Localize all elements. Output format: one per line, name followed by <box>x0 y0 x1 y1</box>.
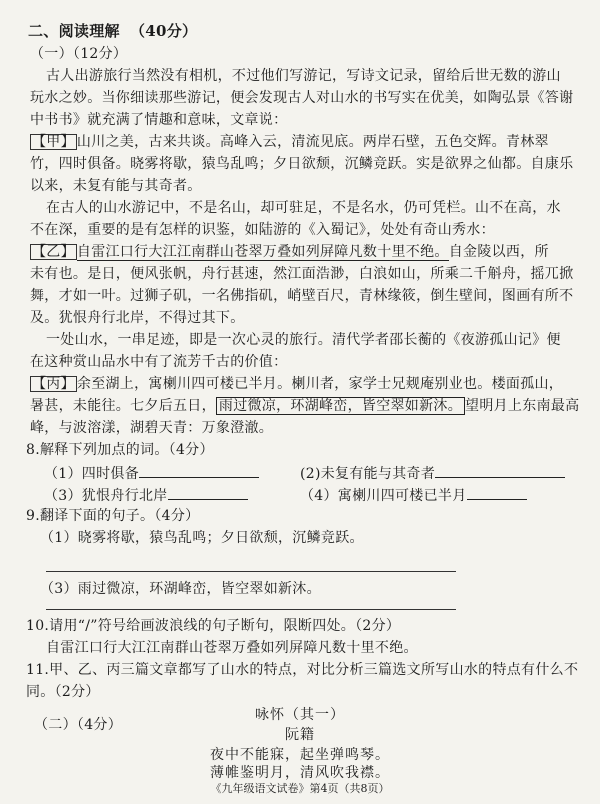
passage-jia-line-2: 竹，四时俱备。晓雾将歇，猿鸟乱鸣；夕日欲颓，沉鳞竞跃。实是欲界之仙都。自康乐 <box>30 156 574 172</box>
passage-bing-tag: 【丙】 <box>32 376 75 392</box>
section-score: （40分） <box>129 22 198 40</box>
q10-title: 10.请用“/”符号给画波浪线的句子断句，限断四处。（2分） <box>26 618 401 634</box>
q8-answer-1[interactable] <box>139 463 259 478</box>
q8-title: 8.解释下列加点的词。（4分） <box>26 442 214 458</box>
passage-yi-line-1: 【乙】 自雷江口行大江江南群山苍翠万叠如列屏障凡数十里不绝。自金陵以西，所 <box>32 244 549 260</box>
intro-line-3: 中书书》就充满了情趣和意味，文章说： <box>30 112 288 128</box>
q8-item-4: （4）寓楋川四可楼已半月 <box>300 485 600 505</box>
q8-answer-2[interactable] <box>435 463 565 478</box>
poem-title: 咏怀（其一） <box>255 707 345 723</box>
q9-item-2: （3）雨过微凉，环湖峰峦，皆空翠如新沐。 <box>40 581 321 597</box>
page-footer: 《九年级语文试卷》第4页（共8页） <box>210 782 390 795</box>
passage-jia-line-3: 以来，未复有能与其奇者。 <box>30 178 202 194</box>
passage-yi-line-4: 及。犹恨舟行北岸，不得过其下。 <box>30 310 245 326</box>
q11-line-2: 同。（2分） <box>26 684 100 700</box>
passage-yi-line-2: 未有也。是日，便风张帆，舟行甚速，然江面浩渺，白浪如山，所乘二千斛舟，摇兀掀 <box>30 266 574 282</box>
q8-answer-4[interactable] <box>467 485 527 500</box>
passage-yi-line-3: 舞，才如一叶。过狮子矶，一名佛指矶，峭壁百尺，青林缘筱，倒生壁间，图画有所不 <box>30 288 574 304</box>
q8-item-2: (2)未复有能与其奇者 <box>300 463 600 483</box>
q8-item-3: （3）犹恨舟行北岸 <box>44 485 600 505</box>
q9-item-1: （1）晓雾将歇，猿鸟乱鸣；夕日欲颓，沉鳞竞跃。 <box>40 530 364 546</box>
passage-bing-line-2: 暑甚，未能往。七夕后五日， 雨过微凉，环湖峰峦，皆空翠如新沐。 望明月上东南最高 <box>30 398 580 414</box>
section-title: 二、阅读理解 <box>28 22 120 40</box>
q10-sentence: 自雷江口行大江江南群山苍翠万叠如列屏障凡数十里不绝。 <box>46 640 418 656</box>
passage-yi-tag: 【乙】 <box>32 244 75 260</box>
intro-line-1: 古人出游旅行当然没有相机，不过他们写游记，写诗文记录，留给后世无数的游山 <box>46 68 561 84</box>
wavy-sentence: 自雷江口行大江江南群山苍翠万叠如列屏障凡数十里不绝。 <box>76 244 449 260</box>
q11-line-1: 11.甲、乙、丙三篇文章都写了山水的特点，对比分析三篇选文所写山水的特点有什么不 <box>26 662 579 678</box>
q9-answer-line-2[interactable] <box>46 609 456 610</box>
mid1-line-1: 在古人的山水游记中，不是名山，却可驻足，不是名水，仍可凭栏。山不在高，水 <box>46 200 561 216</box>
passage-jia-line-1: 【甲】 山川之美，古来共谈。高峰入云，清流见底。两岸石壁，五色交辉。青林翠 <box>32 134 549 150</box>
boxed-sentence: 雨过微凉，环湖峰峦，皆空翠如新沐。 <box>216 397 465 415</box>
q9-title: 9.翻译下面的句子。（4分） <box>26 508 200 524</box>
mid2-line-1: 一处山水，一串足迹，即是一次心灵的旅行。清代学者邵长蘅的《夜游孤山记》便 <box>46 332 561 348</box>
poem-author: 阮籍 <box>285 727 315 743</box>
poem-line-1: 夜中不能寐，起坐弹鸣琴。 <box>210 747 390 763</box>
intro-line-2: 玩水之妙。当你细读那些游记，便会发现古人对山水的书写实在优美，如陶弘景《答谢 <box>30 90 574 106</box>
mid2-line-2: 在这种赏山品水中有了流芳千古的价值： <box>30 354 288 370</box>
passage-jia-tag: 【甲】 <box>32 134 75 150</box>
passage-bing-line-3: 峰，与波溶漾，湖碧天青：万象澄澈。 <box>30 420 274 436</box>
section-header <box>28 22 600 40</box>
passage-bing-line-1: 【丙】 余至湖上，寓楋川四可楼已半月。楋川者，家学士兄觌庵别业也。楼面孤山， <box>32 376 564 392</box>
part1-label: （一）（12分） <box>30 46 128 62</box>
q8-item-1: （1）四时俱备 <box>44 463 600 483</box>
part2-label: （二）（4分） <box>34 717 123 733</box>
q8-answer-3[interactable] <box>168 485 248 500</box>
mid1-line-2: 不在深，重要的是有怎样的识鉴，如陆游的《入蜀记》，处处有奇山秀水： <box>30 222 495 238</box>
q9-answer-line-1[interactable] <box>46 571 456 572</box>
poem-line-2: 薄帷鉴明月，清风吹我襟。 <box>210 765 390 781</box>
